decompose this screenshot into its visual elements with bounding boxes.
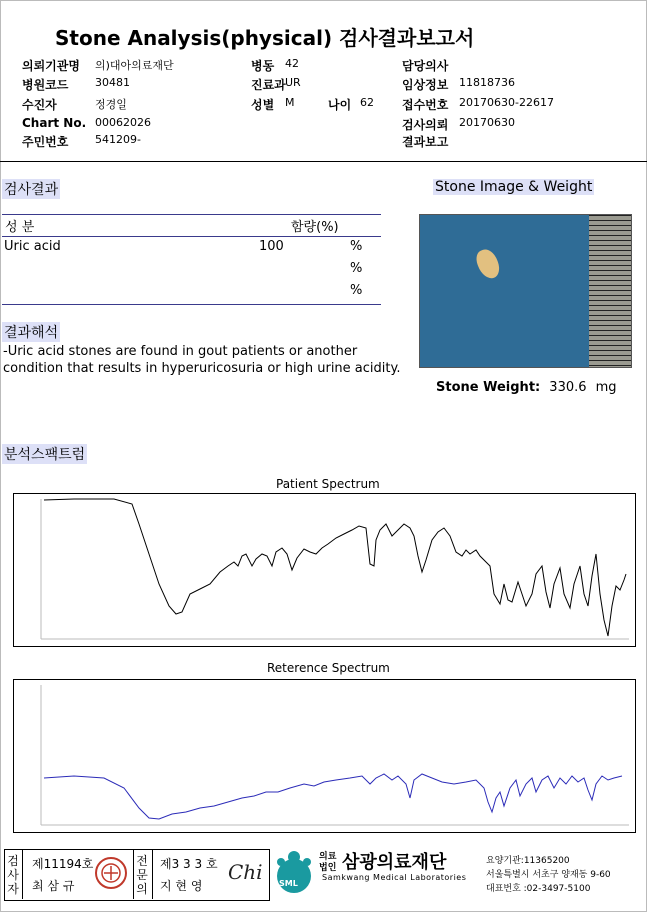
resident-label: 주민번호 [22,135,69,149]
footer [0,846,647,902]
phone-row [486,881,590,894]
inspector-label: 검사자 [7,854,19,896]
request-value: 20170630 [459,116,515,129]
specialist-number: 제3 3 3 호 [160,857,218,871]
chart-value: 00062026 [95,116,151,129]
stone-image [473,246,502,281]
report-title: Stone Analysis(physical) 검사결과보고서 [55,26,475,50]
interpretation-line-1: -Uric acid stones are found in gout patients or another [3,344,358,359]
row-unit: % [350,239,363,254]
inspector-number: 제11194호 [32,857,94,871]
reference-spectrum-box [13,679,636,833]
spectrum-section-title: 분석스팩트럼 [2,444,87,464]
stone-weight [436,380,617,395]
row-unit: % [350,283,363,298]
chart-label: Chart No. [22,116,87,130]
org-address: 서울특별시 서초구 양재동 9-60 [486,870,611,880]
resident-value: 541209- [95,133,141,146]
ruler-image [589,215,631,367]
institution-label: 의뢰기관명 [22,59,80,73]
age-value: 62 [360,96,374,109]
hospital-code-value: 30481 [95,76,130,89]
stone-weight-unit: mg [595,380,617,395]
stone-section-title: Stone Image & Weight [435,179,593,195]
interpretation-section-title: 결과해석 [2,322,60,342]
ward-label: 병동 [251,59,275,73]
col-component-header: 성 분 [5,220,35,235]
age-label: 나이 [328,98,352,112]
patient-spectrum-title: Patient Spectrum [276,477,380,491]
sml-logo-icon [272,848,316,896]
ward-value: 42 [285,57,299,70]
patient-label: 수진자 [22,98,57,112]
clinical-label: 임상정보 [402,78,449,92]
stone-photo [419,214,632,368]
reference-spectrum-plot [14,680,635,832]
reference-spectrum-title: Reterence Spectrum [267,661,390,675]
results-section-title: 검사결과 [2,179,60,199]
row-value: 100 [259,239,284,254]
specialist-signature: Chi [228,860,263,884]
patient-spectrum-ticks [41,499,629,639]
reference-spectrum-line [44,774,622,819]
reference-spectrum-ticks [41,685,629,825]
dept-label: 진료과 [251,78,286,92]
stone-weight-value: 330.6 [549,380,587,395]
org-name: 삼광의료재단 [342,852,447,873]
receipt-label: 접수번호 [402,98,449,112]
specialist-name: 지 현 영 [160,879,203,893]
org-english-name: Samkwang Medical Laboratories [322,873,467,882]
phone-number: 02-3497-5100 [526,884,591,894]
care-number: 11365200 [523,856,570,866]
inspector-seal-icon [94,856,128,890]
col-content-header: 함량(%) [291,220,339,235]
sex-value: M [285,96,295,109]
table-header-line [2,236,381,237]
row-component: Uric acid [4,239,61,254]
specialist-label: 전문의 [136,854,148,896]
sml-logo-text: SML [279,879,298,888]
receipt-value: 20170630-22617 [459,96,554,109]
patient-spectrum-line [44,499,626,636]
clinical-value: 11818736 [459,76,515,89]
stone-weight-label: Stone Weight: [436,380,541,395]
table-bottom-line [2,304,381,305]
header-divider [0,161,647,162]
patient-spectrum-plot [14,494,635,646]
care-number-row [486,853,570,866]
result-report-label: 결과보고 [402,135,449,149]
care-label: 요양기관: [486,856,524,866]
table-top-line [2,214,381,215]
interpretation-line-2: condition that results in hyperuricosuria or high urine acidity. [3,361,401,376]
row-unit: % [350,261,363,276]
institution-value: 의)대아의료재단 [95,59,174,72]
sex-label: 성별 [251,98,275,112]
inspector-name: 최 삼 규 [32,879,75,893]
org-prefix: 의료법인 [319,852,337,873]
doctor-label: 담당의사 [402,59,449,73]
dept-value: UR [285,76,301,89]
phone-label: 대표번호 : [486,884,527,894]
hospital-code-label: 병원코드 [22,78,69,92]
patient-value: 정경일 [95,98,127,111]
request-label: 검사의뢰 [402,118,449,132]
patient-spectrum-box [13,493,636,647]
